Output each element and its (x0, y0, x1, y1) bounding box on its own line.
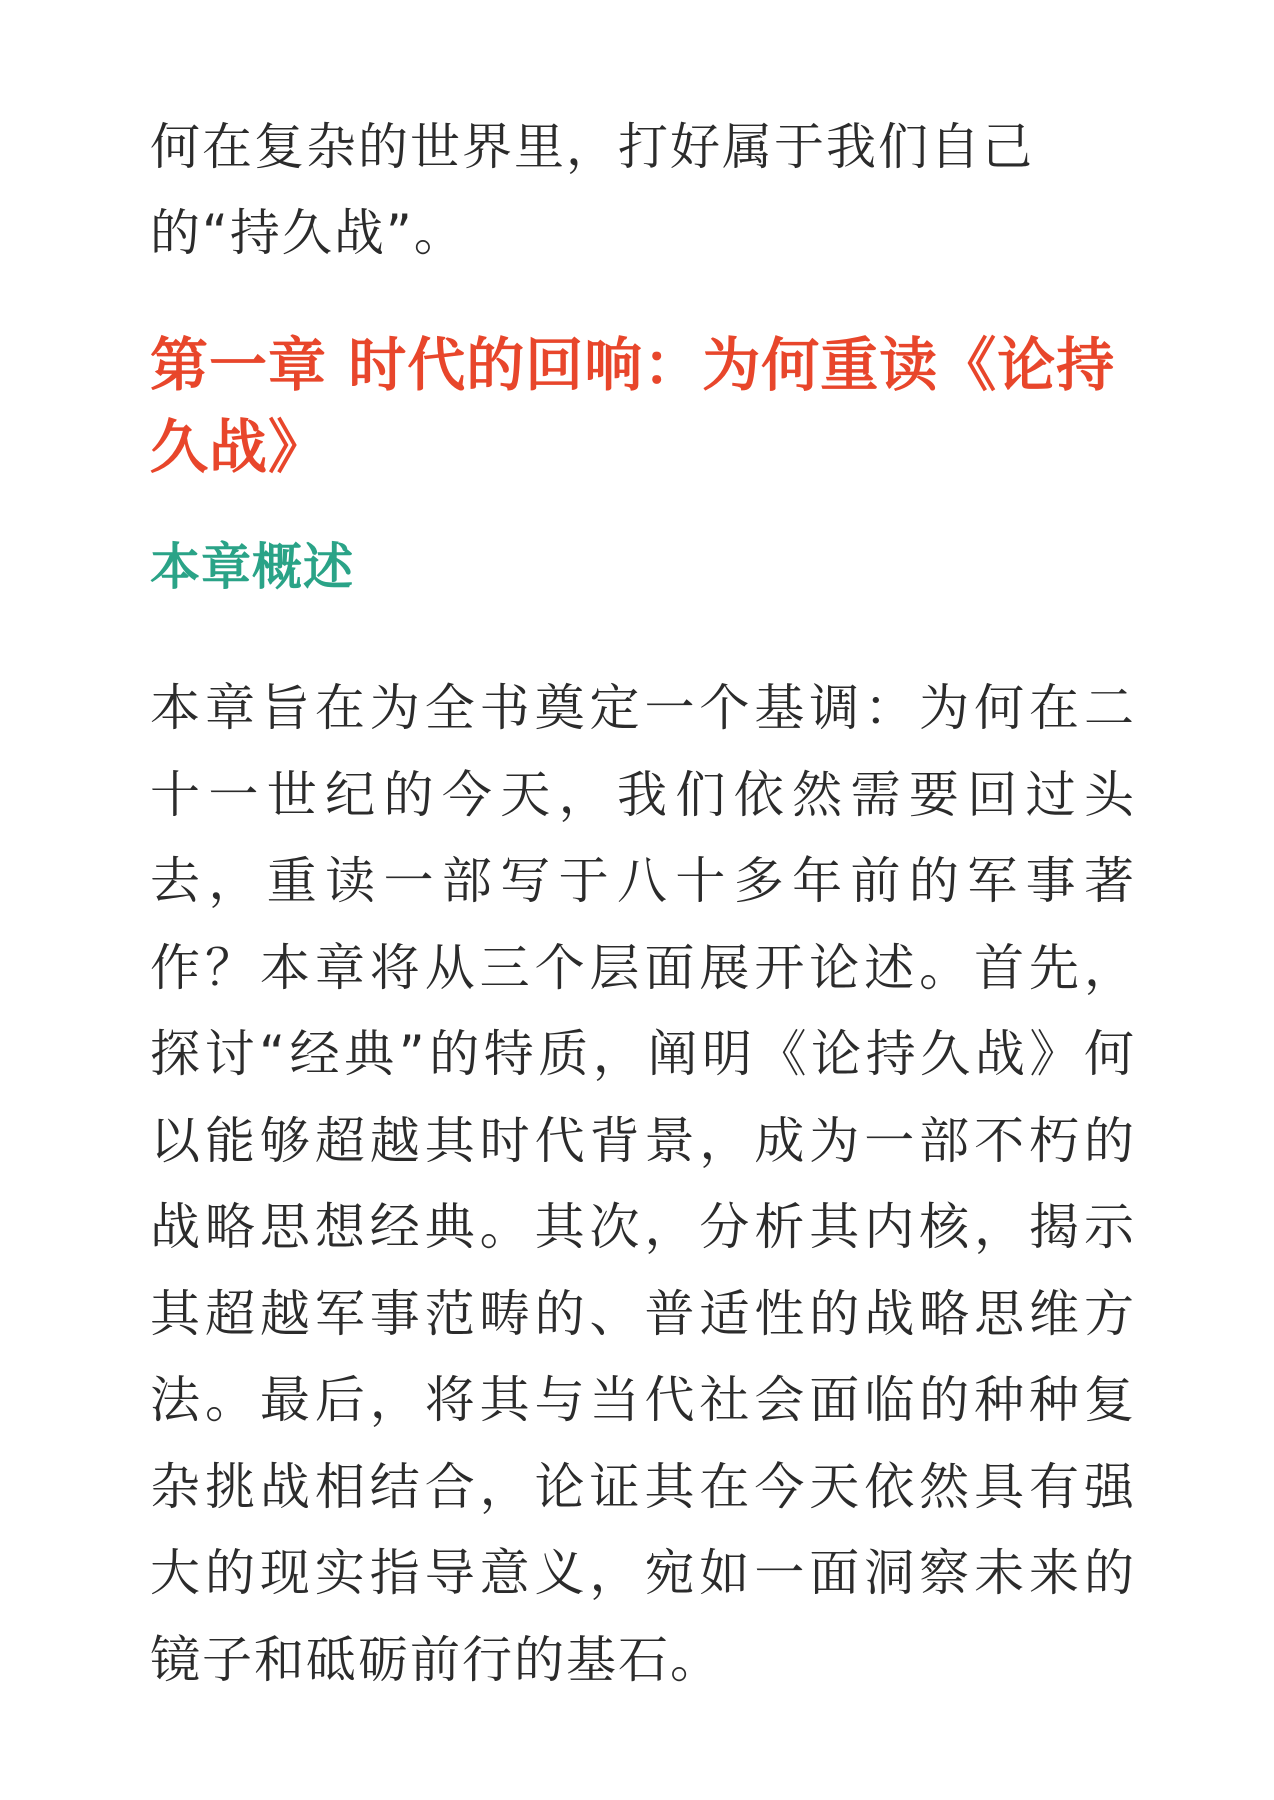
section-heading: 本章概述 (150, 538, 354, 596)
chapter-title: 第一章 时代的回响：为何重读《论持久战》 (150, 331, 1116, 481)
body-paragraph: 本章旨在为全书奠定一个基调：为何在二十一世纪的今天，我们依然需要回过头去，重读一部写于八十多年前的军事著作？本章将从三个层面展开论述。首先，探讨“经典”的特质，阐明《论持久战》何以能够超越其时代背景，成为一部不朽的战略思想经典。其次，分析其内核，揭示其超越军事范畴的、普适性的战略思维方法。最后，将其与当代社会面临的种种复杂挑战相结合，论证其在今天依然具有强大的现实指导意义，宛如一面洞察未来的镜子和砥砺前行的基石。 (150, 679, 1136, 1689)
intro-paragraph: 何在复杂的世界里，打好属于我们自己的“持久战”。 (150, 118, 1034, 262)
